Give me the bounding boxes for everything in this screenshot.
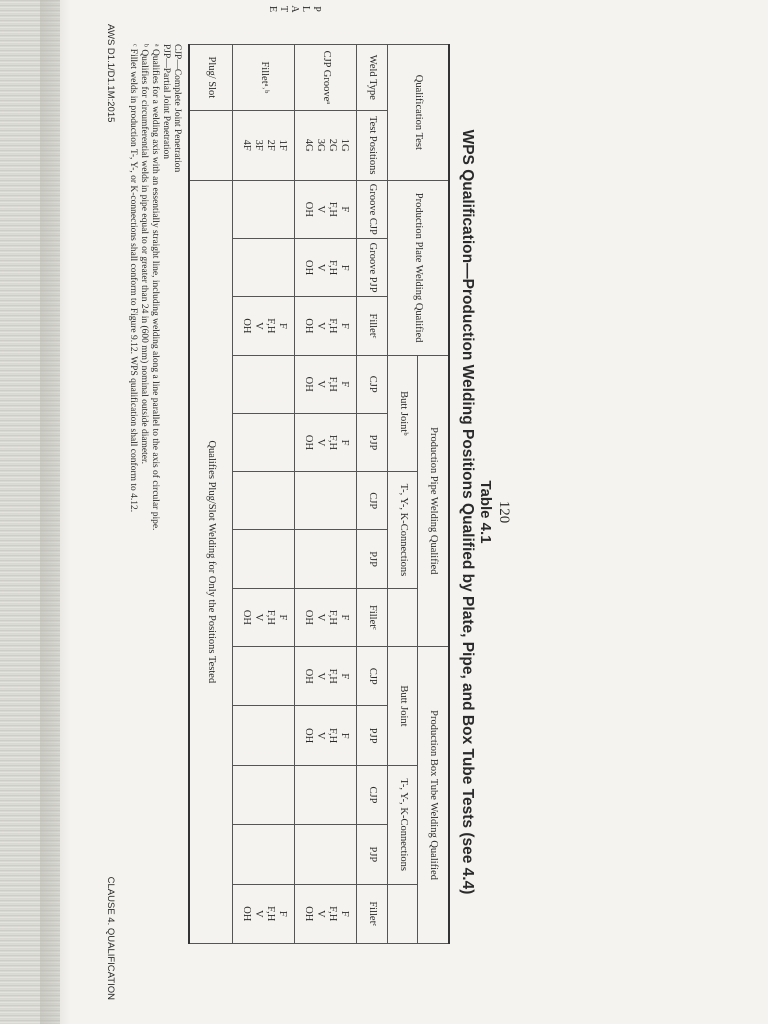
- header-test-positions: Test Positions: [357, 110, 387, 180]
- footnote-a: ᵃ Qualifies for a welding axis with an essentially straight line, including welding along a line parallel to the axis of circular pipe.: [150, 44, 160, 531]
- header-box-group: Production Box Tube Welding Qualified: [418, 647, 449, 944]
- position-value: V: [253, 613, 264, 622]
- plug-slot-qualification: Qualifies Plug/Slot Welding for Only the Positions Tested: [189, 180, 233, 943]
- positions-groove: 1G 2G 3G 4G: [295, 110, 357, 180]
- fillet-pipe-tyk-pjp: [233, 530, 295, 588]
- position-value: V: [253, 909, 264, 918]
- position-value: F,H: [327, 434, 338, 451]
- fillet-pipe-fillet: [233, 588, 295, 646]
- header-box-tyk: T-, Y-, K-Connections: [387, 765, 417, 884]
- weld-type-fillet: Filletᵃ˒ᵇ: [233, 45, 295, 111]
- header-plate-fillet: Filletᶜ: [357, 297, 387, 355]
- table-row-fillet: [233, 45, 295, 944]
- fillet-pipe-butt-pjp: [233, 413, 295, 471]
- fillet-box-tyk-cjp: [233, 765, 295, 824]
- position-value: F: [339, 264, 350, 271]
- position-value: F,H: [327, 201, 338, 217]
- position-value: F,H: [265, 906, 276, 922]
- position-value: F,H: [265, 318, 276, 334]
- position-value: V: [315, 322, 326, 330]
- position-value: F,H: [327, 728, 338, 744]
- plate-letter: L: [300, 5, 311, 13]
- note-cjp: CJP—Complete Joint Penetration: [172, 44, 182, 173]
- position-value: V: [253, 322, 264, 330]
- fillet-box-fillet: [233, 884, 295, 943]
- table-title-block: [458, 24, 494, 1000]
- table-row-groove: [295, 45, 357, 944]
- position-value: OH: [303, 434, 314, 451]
- header-pipe-fillet: Filletᶜ: [357, 588, 387, 646]
- footer-standard: AWS D1.1/D1.1M:2015: [105, 24, 116, 123]
- position-value: OH: [303, 609, 314, 626]
- position-value: F,H: [327, 906, 338, 922]
- header-weld-type: Weld Type: [357, 45, 387, 111]
- groove-pipe-tyk-cjp: [295, 472, 357, 530]
- header-box-butt-joint: Butt Joint: [387, 647, 417, 766]
- position-value: F: [339, 439, 350, 446]
- weld-type-plug: Plug/ Slot: [189, 45, 233, 111]
- table-notes: [127, 44, 182, 984]
- position-value: F,H: [327, 318, 338, 334]
- fillet-box-butt-cjp: [233, 647, 295, 706]
- position-value: V: [315, 380, 326, 388]
- header-box-butt-pjp: PJP: [357, 706, 387, 765]
- note-pjp: PJP—Partial Joint Penetration: [161, 44, 171, 160]
- position-value: OH: [241, 318, 252, 334]
- position-value: F,H: [327, 376, 338, 392]
- scan-binding-shadow: [40, 0, 70, 1024]
- position-value: F,H: [327, 609, 338, 626]
- groove-pipe-fillet: [295, 588, 357, 646]
- header-box-tyk-cjp: CJP: [357, 765, 387, 824]
- fillet-pipe-butt-cjp: [233, 355, 295, 413]
- position-value: F: [277, 322, 288, 329]
- position-value: F: [339, 910, 350, 917]
- plate-letter: P: [311, 6, 322, 12]
- weld-type-groove: CJP Grooveᵃ: [295, 45, 357, 111]
- positions-plug: [189, 110, 233, 180]
- plate-side-label: [267, 2, 322, 16]
- fillet-plate-pjp: [233, 238, 295, 296]
- footer-clause: CLAUSE 4. QUALIFICATION: [105, 876, 116, 1000]
- position-value: V: [315, 263, 326, 272]
- header-box-spacer: [387, 884, 417, 943]
- position-value: OH: [241, 609, 252, 626]
- position-value: OH: [303, 318, 314, 334]
- header-pipe-butt-cjp: CJP: [357, 355, 387, 413]
- position-value: V: [315, 438, 326, 447]
- groove-pipe-tyk-pjp: [295, 530, 357, 588]
- header-plate-groove-pjp: Groove PJP: [357, 238, 387, 296]
- position-value: OH: [303, 201, 314, 217]
- position-value: V: [315, 731, 326, 740]
- position-value: F,H: [327, 260, 338, 276]
- header-box-fillet: Filletᶜ: [357, 884, 387, 943]
- groove-pipe-butt-pjp: [295, 413, 357, 471]
- header-pipe-tyk-cjp: CJP: [357, 472, 387, 530]
- header-pipe-spacer: [387, 588, 417, 646]
- header-plate-group: Production Plate Welding Qualified: [387, 180, 449, 355]
- positions-fillet: 1F 2F 3F 4F: [233, 110, 295, 180]
- groove-pipe-butt-cjp: [295, 355, 357, 413]
- position-value: OH: [241, 906, 252, 922]
- groove-box-fillet: [295, 884, 357, 943]
- position-value: F,H: [265, 609, 276, 626]
- header-row-3: [357, 45, 387, 944]
- position-value: OH: [303, 376, 314, 392]
- position-value: V: [315, 672, 326, 681]
- page-number: 120: [496, 500, 512, 524]
- fillet-plate-fillet: [233, 297, 295, 355]
- header-plate-groove-cjp: Groove CJP: [357, 180, 387, 238]
- header-row-1: [418, 45, 449, 944]
- position-value: F: [339, 206, 350, 213]
- position-value: F: [277, 910, 288, 917]
- position-value: OH: [303, 728, 314, 744]
- position-value: OH: [303, 668, 314, 684]
- header-pipe-butt-pjp: PJP: [357, 413, 387, 471]
- position-value: F: [339, 732, 350, 739]
- position-value: F: [339, 381, 350, 388]
- groove-plate-pjp: [295, 238, 357, 296]
- groove-box-butt-pjp: [295, 706, 357, 765]
- groove-plate-fillet: [295, 297, 357, 355]
- table-title: WPS Qualification—Production Welding Positions Qualified by Plate, Pipe, and Box Tube Tests (see 4.4): [459, 129, 476, 895]
- plate-letter: A: [289, 5, 300, 13]
- position-value: F: [339, 673, 350, 680]
- table-row-plug: [189, 45, 233, 944]
- position-value: OH: [303, 906, 314, 922]
- position-value: F,H: [327, 668, 338, 684]
- footnote-b: ᵇ Qualifies for circumferential welds in pipe equal to or greater than 24 in (600 mm) nominal outside diameter.: [139, 44, 149, 465]
- groove-box-butt-cjp: [295, 647, 357, 706]
- position-value: V: [315, 909, 326, 918]
- plate-letter: E: [267, 5, 278, 13]
- rotated-page: [96, 5, 512, 1000]
- header-box-butt-cjp: CJP: [357, 647, 387, 706]
- position-value: V: [315, 205, 326, 214]
- position-value: F: [277, 614, 288, 621]
- header-box-tyk-pjp: PJP: [357, 825, 387, 884]
- position-value: F: [339, 322, 350, 329]
- footnote-c: ᶜ Fillet welds in production T-, Y-, or K-connections shall conform to Figure 9.12. WPS qualification shall conform to 4.12.: [128, 44, 138, 513]
- groove-box-tyk-cjp: [295, 765, 357, 824]
- header-pipe-group: Production Pipe Welding Qualified: [418, 355, 449, 647]
- plate-letter: T: [278, 5, 289, 13]
- position-value: F: [339, 614, 350, 621]
- fillet-plate-cjp: [233, 180, 295, 238]
- fillet-pipe-tyk-cjp: [233, 472, 295, 530]
- position-value: OH: [303, 260, 314, 276]
- groove-box-tyk-pjp: [295, 825, 357, 884]
- qualification-table: [188, 44, 450, 944]
- groove-plate-cjp: [295, 180, 357, 238]
- table-number: Table 4.1: [477, 480, 494, 544]
- position-value: V: [315, 613, 326, 622]
- header-pipe-tyk: T-, Y-, K-Connections: [387, 472, 417, 589]
- header-qualification-test: Qualification Test: [387, 45, 449, 181]
- fillet-box-tyk-pjp: [233, 825, 295, 884]
- header-pipe-tyk-pjp: PJP: [357, 530, 387, 588]
- fillet-box-butt-pjp: [233, 706, 295, 765]
- header-pipe-butt-joint: Butt Jointᵇ: [387, 355, 417, 472]
